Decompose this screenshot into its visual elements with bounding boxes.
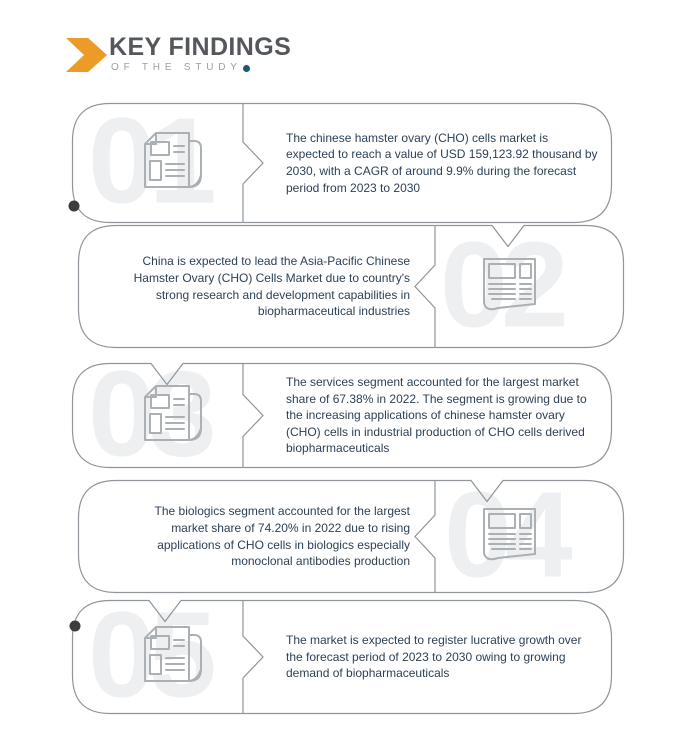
finding-text: The market is expected to register lucrative growth over the forecast period of 2023 to 2030 owing to growing demand of biopharmaceuticals	[286, 633, 582, 681]
newspaper-icon	[132, 130, 208, 196]
watermark-number: 04	[444, 466, 566, 603]
finding-text-wrap	[124, 480, 410, 593]
finding-text: China is expected to lead the Asia-Pacific Chinese Hamster Ovary (CHO) Cells Market due to country's strong research and development capabilities in biopharmaceutical industries	[133, 254, 410, 319]
finding-bubble-5	[72, 586, 612, 723]
newspaper-icon	[132, 624, 208, 690]
page-title: KEY FINDINGS	[109, 33, 292, 61]
finding-text: The chinese hamster ovary (CHO) cells market is expected to reach a value of USD 159,123.92 thousand by 2030, with a CAGR of around 9.9% during the forecast period from 2023 to 2030	[286, 130, 598, 195]
watermark-number: 02	[440, 216, 562, 353]
finding-text-wrap	[124, 225, 410, 348]
finding-bubble-3	[72, 345, 612, 482]
anchor-dot	[70, 621, 81, 632]
finding-text: The biologics segment accounted for the largest market share of 74.20% in 2022 due to rising applications of CHO cells in biologics especially monoclonal antibodies production	[154, 504, 410, 569]
newspaper-icon	[472, 254, 548, 320]
accent-dot-icon	[243, 65, 250, 72]
anchor-dot	[69, 201, 80, 212]
page-subtitle-row	[111, 62, 250, 73]
finding-bubble-1	[72, 92, 612, 229]
finding-text: The services segment accounted for the largest market share of 67.38% in 2022. The segment is growing due to the increasing applications of chinese hamster ovary (CHO) cells in industrial production of CHO cells derived biopharmaceuticals	[286, 375, 587, 456]
finding-text-wrap	[286, 103, 598, 223]
watermark-number: 01	[88, 92, 210, 229]
watermark-number: 05	[88, 586, 210, 723]
finding-bubble-4	[78, 466, 624, 603]
finding-text-wrap	[286, 363, 598, 468]
finding-bubble-2	[78, 216, 624, 353]
newspaper-icon	[472, 504, 548, 570]
finding-text-wrap	[286, 600, 598, 714]
newspaper-icon	[132, 383, 208, 449]
chevron-arrow-icon	[66, 38, 107, 72]
page-subtitle: OF THE STUDY	[111, 62, 242, 73]
watermark-number: 03	[88, 345, 210, 482]
